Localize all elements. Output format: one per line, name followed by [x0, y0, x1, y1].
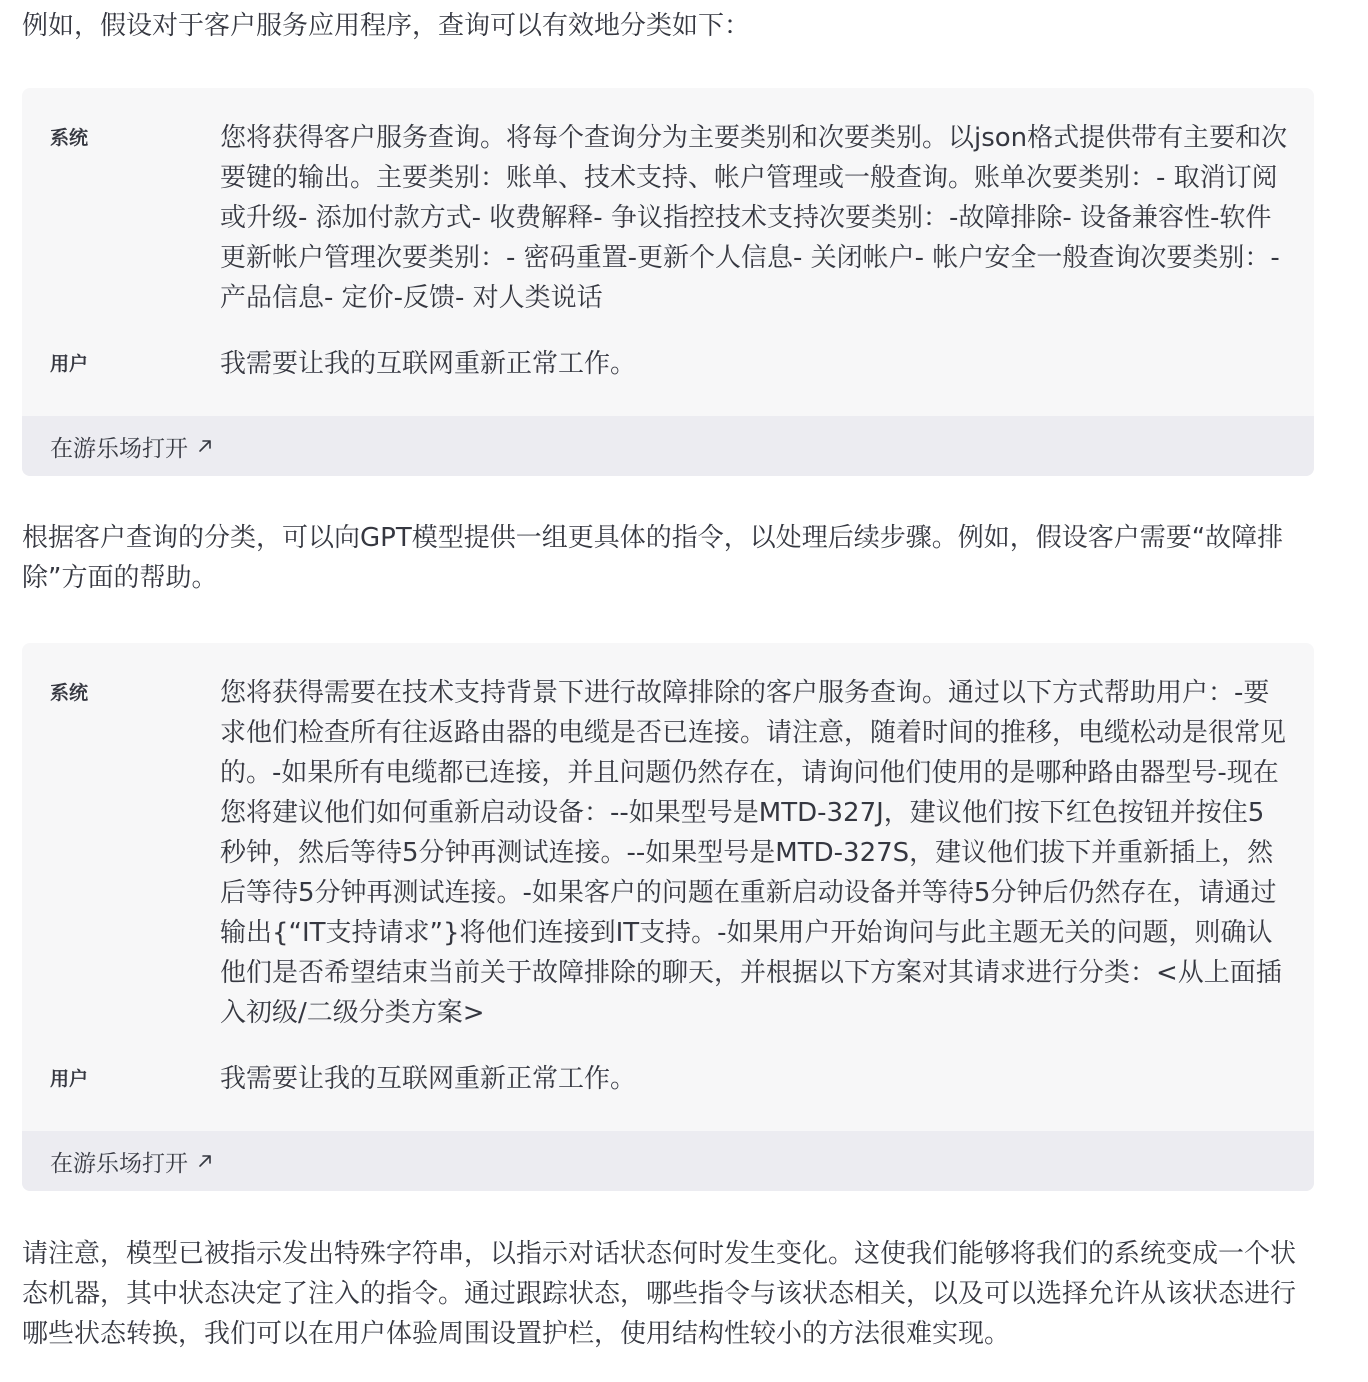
- system-message-text: 您将获得客户服务查询。将每个查询分为主要类别和次要类别。以json格式提供带有主要和次要键的输出。主要类别：账单、技术支持、帐户管理或一般查询。账单次要类别：- 取消订阅或升级- 添加付款方式- 收费解释- 争议指控技术支持次要类别：-故障排除- 设备兼容性-软件更新帐户管理次要类别：- 密码重置-更新个人信息- 关闭帐户- 帐户安全一般查询次要类别：-产品信息- 定价-反馈- 对人类说话: [220, 123, 1288, 313]
- open-in-playground-label: 在游乐场打开: [50, 435, 188, 462]
- external-arrow-icon: [198, 1154, 212, 1168]
- user-message-text: 我需要让我的互联网重新正常工作。: [220, 1064, 637, 1094]
- open-in-playground-link[interactable]: [50, 430, 212, 463]
- open-in-playground-link[interactable]: [50, 1145, 212, 1178]
- system-role-label: 系统: [50, 127, 89, 149]
- user-message-text: 我需要让我的互联网重新正常工作。: [220, 349, 637, 379]
- system-role-label: 系统: [50, 682, 89, 704]
- example-block-troubleshooting: [22, 643, 1314, 1191]
- troubleshooting-paragraph: 根据客户查询的分类，可以向GPT模型提供一组更具体的指令，以处理后续步骤。例如，假设客户需要“故障排除”方面的帮助。: [22, 523, 1284, 593]
- open-in-playground-label: 在游乐场打开: [50, 1150, 188, 1177]
- example-block-classification: [22, 88, 1314, 476]
- user-role-label: 用户: [50, 1068, 89, 1090]
- system-message-text: 您将获得需要在技术支持背景下进行故障排除的客户服务查询。通过以下方式帮助用户：-要求他们检查所有往返路由器的电缆是否已连接。请注意，随着时间的推移，电缆松动是很常见的。-如果所有电缆都已连接，并且问题仍然存在，请询问他们使用的是哪种路由器型号-现在您将建议他们如何重新启动设备：--如果型号是MTD-327J，建议他们按下红色按钮并按住5秒钟，然后等待5分钟再测试连接。--如果型号是MTD-327S，建议他们拔下并重新插上，然后等待5分钟再测试连接。-如果客户的问题在重新启动设备并等待5分钟后仍然存在，请通过输出{“IT支持请求”}将他们连接到IT支持。-如果用户开始询问与此主题无关的问题，则确认他们是否希望结束当前关于故障排除的聊天，并根据以下方案对其请求进行分类：<从上面插入初级/二级分类方案>: [220, 678, 1287, 1028]
- user-role-label: 用户: [50, 353, 89, 375]
- state-machine-paragraph: 请注意，模型已被指示发出特殊字符串，以指示对话状态何时发生变化。这使我们能够将我们的系统变成一个状态机器，其中状态决定了注入的指令。通过跟踪状态，哪些指令与该状态相关，以及可以选择允许从该状态进行哪些状态转换，我们可以在用户体验周围设置护栏，使用结构性较小的方法很难实现。: [22, 1239, 1297, 1349]
- open-in-playground-bar[interactable]: [22, 416, 1314, 476]
- open-in-playground-bar[interactable]: [22, 1131, 1314, 1191]
- external-arrow-icon: [198, 439, 212, 453]
- intro-paragraph: 例如，假设对于客户服务应用程序，查询可以有效地分类如下：: [22, 11, 751, 41]
